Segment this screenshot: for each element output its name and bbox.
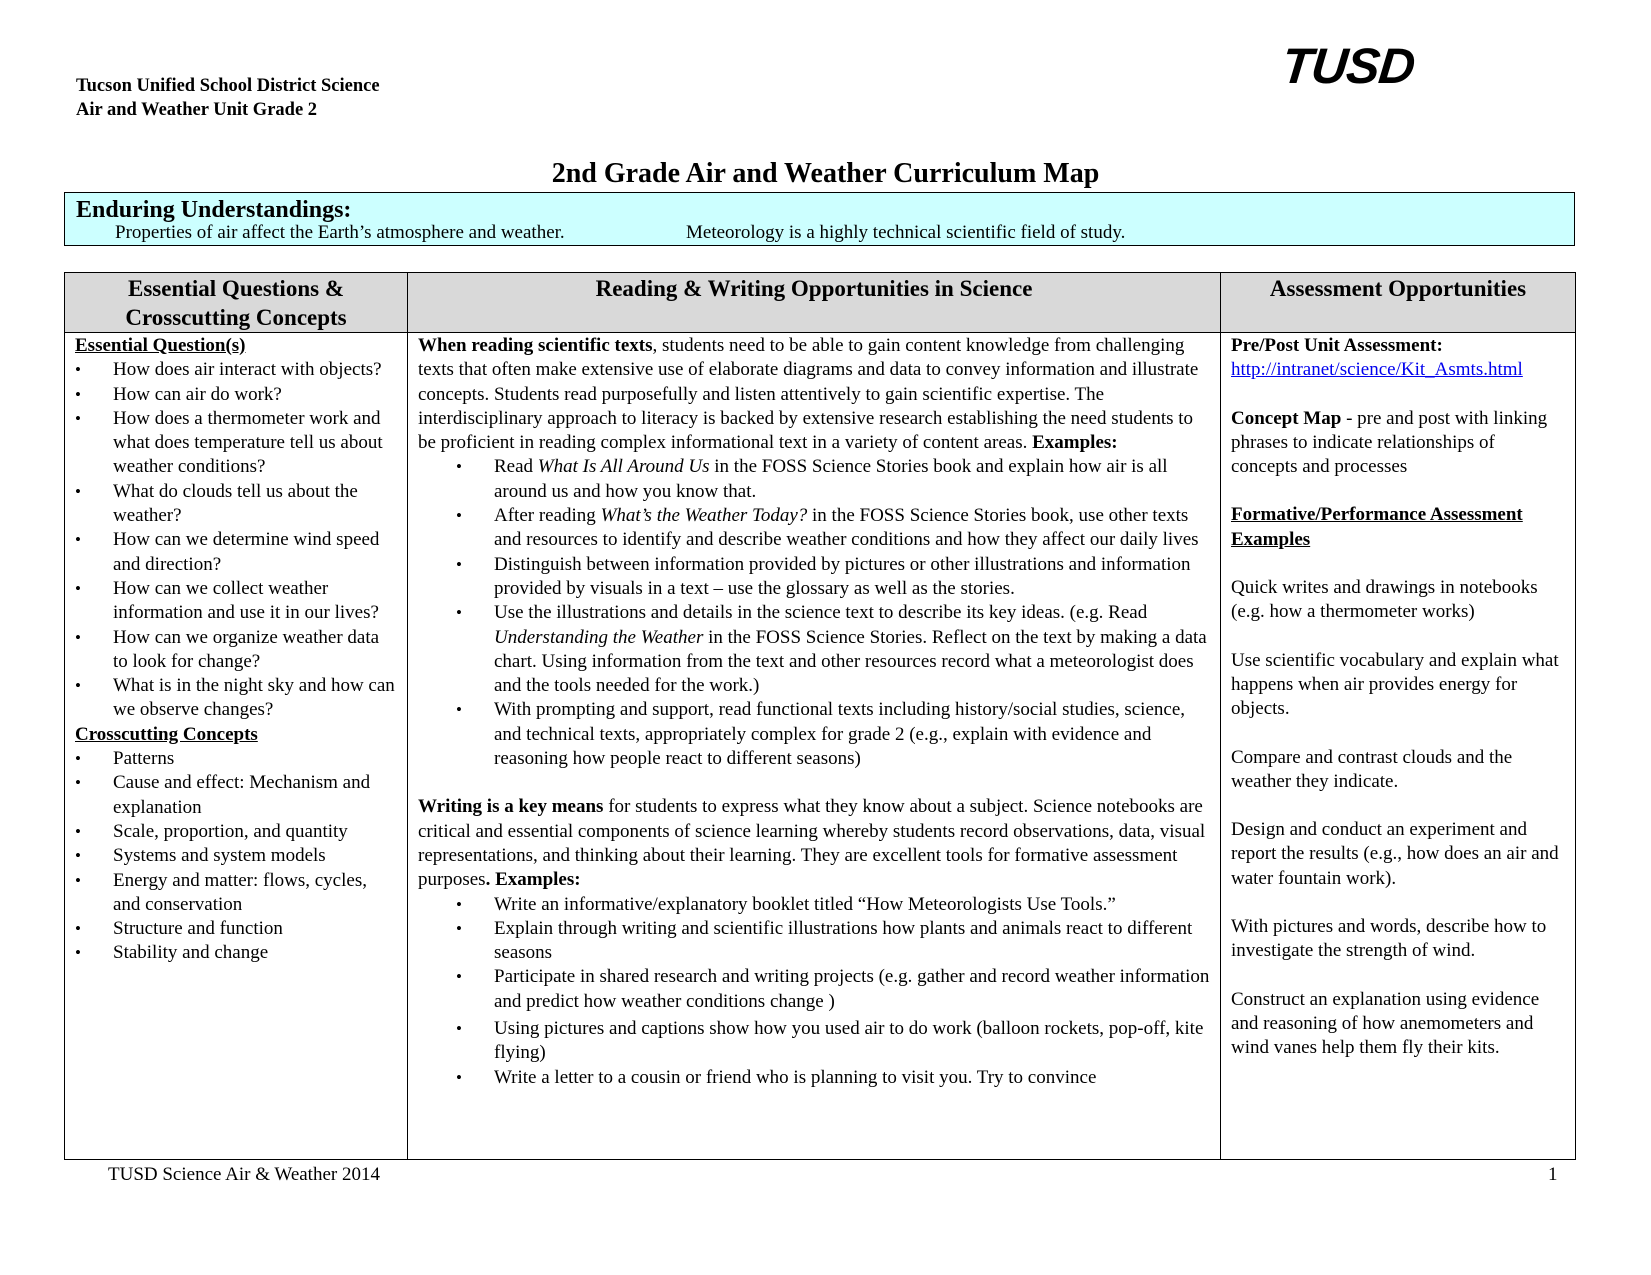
reading-paragraph — [418, 334, 1210, 455]
example-text: Use the illustrations and details in the science text to describe its key ideas. (e.g. Read — [494, 602, 1148, 624]
assessment-example: Compare and contrast clouds and the weather they indicate. — [1231, 746, 1513, 792]
assessment-example: Construct an explanation using evidence and reasoning of how anemometers and wind vanes help them fly their kits. — [1231, 988, 1540, 1059]
list-item: • Patterns — [75, 747, 397, 771]
list-item: • How can we determine wind speed and direction? — [75, 528, 397, 577]
enduring-understandings-heading: Enduring Understandings: — [76, 197, 352, 223]
list-item — [456, 698, 1210, 771]
book-title: Understanding the Weather — [494, 626, 704, 648]
list-item: • Stability and change — [75, 941, 397, 965]
list-item: • Participate in shared research and writing projects (e.g. gather and record weather information and predict how weather conditions change ) — [456, 965, 1210, 1014]
list-item: • Scale, proportion, and quantity — [75, 820, 397, 844]
table-header-row — [65, 273, 1576, 333]
list-item: • Energy and matter: flows, cycles, and conservation — [75, 869, 397, 918]
concept-map-lead: Concept Map — [1231, 407, 1342, 429]
list-item: • Cause and effect: Mechanism and explanation — [75, 771, 397, 820]
tusd-logo: TUSD — [1279, 38, 1418, 94]
list-item: • How can we organize weather data to look for change? — [75, 626, 397, 675]
assessment-example: Quick writes and drawings in notebooks (e.g. how a thermometer works) — [1231, 577, 1538, 623]
list-item — [456, 601, 1210, 698]
enduring-understanding-2: Meteorology is a highly technical scientific field of study. — [686, 222, 1126, 243]
assessment-link[interactable]: http://intranet/science/Kit_Asmts.html — [1231, 359, 1523, 381]
list-item — [456, 553, 1210, 602]
concept-map-body: - pre and post with linking phrases to indicate relationships of concepts and processes — [1231, 407, 1548, 478]
district-header — [76, 74, 380, 122]
crosscutting-concepts-heading: Crosscutting Concepts — [75, 723, 258, 745]
curriculum-table — [64, 272, 1576, 1160]
essential-questions-list — [75, 358, 397, 722]
writing-paragraph — [418, 795, 1210, 892]
assessment-example: With pictures and words, describe how to investigate the strength of wind. — [1231, 916, 1547, 962]
reading-body: , students need to be able to gain content knowledge from challenging texts that often make extensive use of elaborate diagrams and data to convey information and illustrate concepts. Students read purposefully and listen attentively to gain scientific expertise. The interdisciplinary approach to literacy is backed by extensive research establishing the need students to be proficient in reading complex informational text in a variety of content areas. — [418, 335, 1199, 454]
list-item — [456, 504, 1210, 553]
footer-text: TUSD Science Air & Weather 2014 — [108, 1164, 380, 1185]
writing-examples-list — [456, 893, 1210, 1090]
page-title: 2nd Grade Air and Weather Curriculum Map — [551, 158, 1100, 189]
unit-name: Air and Weather Unit Grade 2 — [76, 100, 318, 120]
list-item: • What do clouds tell us about the weather? — [75, 480, 397, 529]
list-item: • Structure and function — [75, 917, 397, 941]
reading-writing-cell — [408, 333, 1221, 1160]
list-item: • How does air interact with objects? — [75, 358, 397, 382]
header-essential-questions: Essential Questions & Crosscutting Concepts — [65, 273, 408, 333]
list-item: • Write an informative/explanatory booklet titled “How Meteorologists Use Tools.” — [456, 893, 1210, 917]
example-text: Distinguish between information provided by pictures or other illustrations and information provided by visuals in a text – use the glossary as well as the stories. — [494, 553, 1191, 599]
list-item: • How does a thermometer work and what does temperature tell us about weather conditions? — [75, 407, 397, 480]
reading-examples-list — [456, 455, 1210, 771]
essential-questions-cell — [65, 333, 408, 1160]
header-reading-writing: Reading & Writing Opportunities in Science — [408, 273, 1221, 333]
example-text: After reading — [494, 505, 601, 527]
list-item: • Write a letter to a cousin or friend who is planning to visit you. Try to convince — [456, 1066, 1210, 1090]
assessment-example: Use scientific vocabulary and explain what happens when air provides energy for objects. — [1231, 649, 1559, 720]
writing-lead: Writing is a key means — [418, 796, 604, 818]
book-title: What’s the Weather Today? — [600, 505, 808, 527]
list-item: • Explain through writing and scientific illustrations how plants and animals react to different seasons — [456, 917, 1210, 966]
writing-body: for students to express what they know about a subject. Science notebooks are critical and essential components of science learning whereby students record observations, data, visual representations, and thinking about their learning. They are excellent tools for formative assessment purposes — [418, 796, 1206, 891]
district-name: Tucson Unified School District Science — [76, 76, 380, 96]
list-item: • Using pictures and captions show how you used air to do work (balloon rockets, pop-off, kite flying) — [456, 1017, 1210, 1066]
reading-lead: When reading scientific texts — [418, 335, 653, 356]
concept-map-paragraph — [1231, 407, 1565, 480]
book-title: What Is All Around Us — [537, 456, 710, 478]
formative-heading: Formative/Performance Assessment Examples — [1231, 504, 1523, 550]
writing-examples-label: . Examples: — [485, 869, 581, 891]
header-assessment: Assessment Opportunities — [1221, 273, 1576, 333]
prepost-heading: Pre/Post Unit Assessment: — [1231, 335, 1443, 356]
example-text: With prompting and support, read functional texts including history/social studies, science, and technical texts, appropriately complex for grade 2 (e.g., explain with evidence and reasoning how people react to different seasons) — [494, 699, 1186, 770]
list-item: • Systems and system models — [75, 844, 397, 868]
assessment-cell — [1221, 333, 1576, 1160]
example-text: Read — [494, 456, 538, 478]
list-item: • How can air do work? — [75, 383, 397, 407]
list-item: • How can we collect weather information and use it in our lives? — [75, 577, 397, 626]
example-text: in the FOSS Science Stories book, use other texts and resources to identify and describe weather conditions and how they affect our daily lives — [494, 505, 1199, 551]
reading-examples-label: Examples: — [1032, 432, 1118, 454]
list-item — [456, 455, 1210, 504]
table-body-row — [65, 333, 1576, 1160]
crosscutting-concepts-list — [75, 747, 397, 966]
example-text: in the FOSS Science Stories book and explain how air is all around us and how you know that. — [494, 456, 1168, 502]
essential-questions-heading: Essential Question(s) — [75, 335, 246, 356]
page-number: 1 — [1548, 1164, 1558, 1185]
assessment-example: Design and conduct an experiment and report the results (e.g., how does an air and water fountain work). — [1231, 819, 1559, 889]
example-text: in the FOSS Science Stories. Reflect on the text by making a data chart. Using information from the text and other resources record what a meteorologist does and the tools needed for the work.) — [494, 626, 1207, 697]
enduring-understandings-box — [64, 192, 1575, 246]
enduring-understanding-1: Properties of air affect the Earth’s atmosphere and weather. — [115, 222, 565, 243]
list-item: • What is in the night sky and how can we observe changes? — [75, 674, 397, 723]
